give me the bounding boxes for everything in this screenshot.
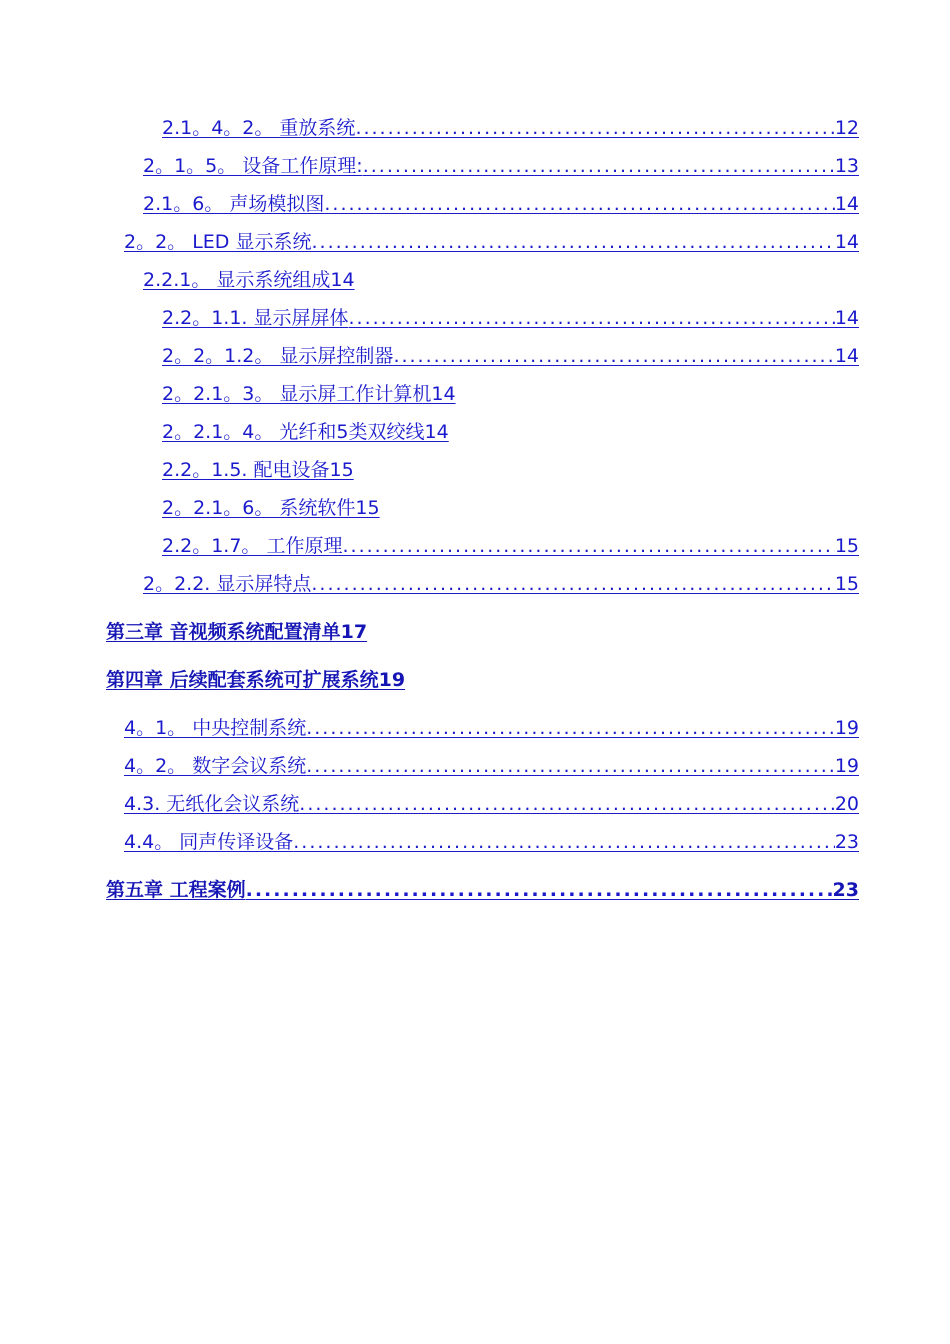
toc-page-number: 14 bbox=[834, 307, 859, 329]
toc-page-number: 19 bbox=[834, 717, 859, 739]
toc-entry-2-2-1-6[interactable] bbox=[162, 496, 380, 520]
toc-entry-2-2-1-3[interactable] bbox=[162, 382, 456, 406]
toc-entry-2-2-1-7[interactable] bbox=[162, 534, 859, 558]
toc-dot-leader bbox=[306, 754, 835, 778]
toc-entry-4-4[interactable] bbox=[124, 830, 859, 854]
toc-dot-leader bbox=[349, 306, 835, 330]
toc-page-number: 14 bbox=[834, 345, 859, 367]
toc-entry-title: 2。2。 LED 显示系统 bbox=[124, 231, 312, 253]
toc-entry-2-2-1-5[interactable] bbox=[162, 458, 354, 482]
toc-entry-2-2-1-4[interactable] bbox=[162, 420, 449, 444]
toc-entry-4-3[interactable] bbox=[124, 792, 859, 816]
toc-entry-title: 4。2。 数字会议系统 bbox=[124, 755, 307, 777]
toc-dot-leader bbox=[311, 572, 834, 596]
toc-chapter-5[interactable] bbox=[106, 878, 859, 902]
toc-entry-2-1-4-2[interactable] bbox=[162, 116, 859, 140]
toc-chapter-4[interactable] bbox=[106, 668, 405, 692]
toc-entry-2-1-5[interactable] bbox=[143, 154, 859, 178]
toc-entry-title: 2。1。5。 设备工作原理: bbox=[143, 155, 363, 177]
toc-page-number: 20 bbox=[834, 793, 859, 815]
toc-entry-title: 4.4。 同声传译设备 bbox=[124, 831, 294, 853]
toc-page-number: 19 bbox=[834, 755, 859, 777]
toc-entry-title: 2。2.1。6。 系统软件15 bbox=[162, 497, 380, 519]
toc-page-number: 13 bbox=[834, 155, 859, 177]
toc-entry-2-2-1[interactable] bbox=[143, 268, 355, 292]
toc-page-number: 23 bbox=[832, 879, 859, 901]
toc-page-number: 23 bbox=[834, 831, 859, 853]
toc-entry-title: 2。2.1。3。 显示屏工作计算机14 bbox=[162, 383, 456, 405]
toc-entry-2-2-1-1[interactable] bbox=[162, 306, 859, 330]
toc-page-number: 15 bbox=[834, 573, 859, 595]
toc-entry-2-1-6[interactable] bbox=[143, 192, 859, 216]
toc-dot-leader bbox=[355, 116, 834, 140]
toc-entry-2-2-2[interactable] bbox=[143, 572, 859, 596]
toc-entry-title: 4。1。 中央控制系统 bbox=[124, 717, 307, 739]
toc-dot-leader bbox=[342, 534, 834, 558]
toc-entry-title: 4.3. 无纸化会议系统 bbox=[124, 793, 300, 815]
toc-page-number: 14 bbox=[834, 193, 859, 215]
toc-entry-title: 第三章 音视频系统配置清单17 bbox=[106, 621, 368, 643]
toc-page-number: 14 bbox=[834, 231, 859, 253]
toc-entry-4-2[interactable] bbox=[124, 754, 859, 778]
toc-entry-title: 2。2。1.2。 显示屏控制器 bbox=[162, 345, 394, 367]
toc-entry-title: 2.2。1.5. 配电设备15 bbox=[162, 459, 354, 481]
toc-dot-leader bbox=[393, 344, 834, 368]
toc-entry-title: 2.2。1.7。 工作原理 bbox=[162, 535, 343, 557]
toc-chapter-3[interactable] bbox=[106, 620, 367, 644]
toc-dot-leader bbox=[306, 716, 835, 740]
toc-entry-title: 2。2.2. 显示屏特点 bbox=[143, 573, 312, 595]
toc-page-number: 12 bbox=[834, 117, 859, 139]
toc-dot-leader bbox=[293, 830, 835, 854]
toc-dot-leader bbox=[299, 792, 835, 816]
toc-dot-leader bbox=[311, 230, 834, 254]
toc-entry-title: 第四章 后续配套系统可扩展系统19 bbox=[106, 669, 406, 691]
toc-entry-title: 2.1。4。2。 重放系统 bbox=[162, 117, 356, 139]
toc-entry-title: 2.1。6。 声场模拟图 bbox=[143, 193, 325, 215]
toc-entry-title: 2.2。1.1. 显示屏屏体 bbox=[162, 307, 349, 329]
toc-entry-title: 2。2.1。4。 光纤和5类双绞线14 bbox=[162, 421, 449, 443]
toc-entry-2-2[interactable] bbox=[124, 230, 859, 254]
toc-entry-title: 第五章 工程案例 bbox=[106, 879, 246, 901]
toc-entry-4-1[interactable] bbox=[124, 716, 859, 740]
toc-dot-leader bbox=[363, 154, 835, 178]
toc-page-number: 15 bbox=[834, 535, 859, 557]
toc-entry-title: 2.2.1。 显示系统组成14 bbox=[143, 269, 355, 291]
toc-dot-leader bbox=[324, 192, 834, 216]
toc-dot-leader bbox=[246, 878, 833, 902]
toc-entry-2-2-1-2[interactable] bbox=[162, 344, 859, 368]
